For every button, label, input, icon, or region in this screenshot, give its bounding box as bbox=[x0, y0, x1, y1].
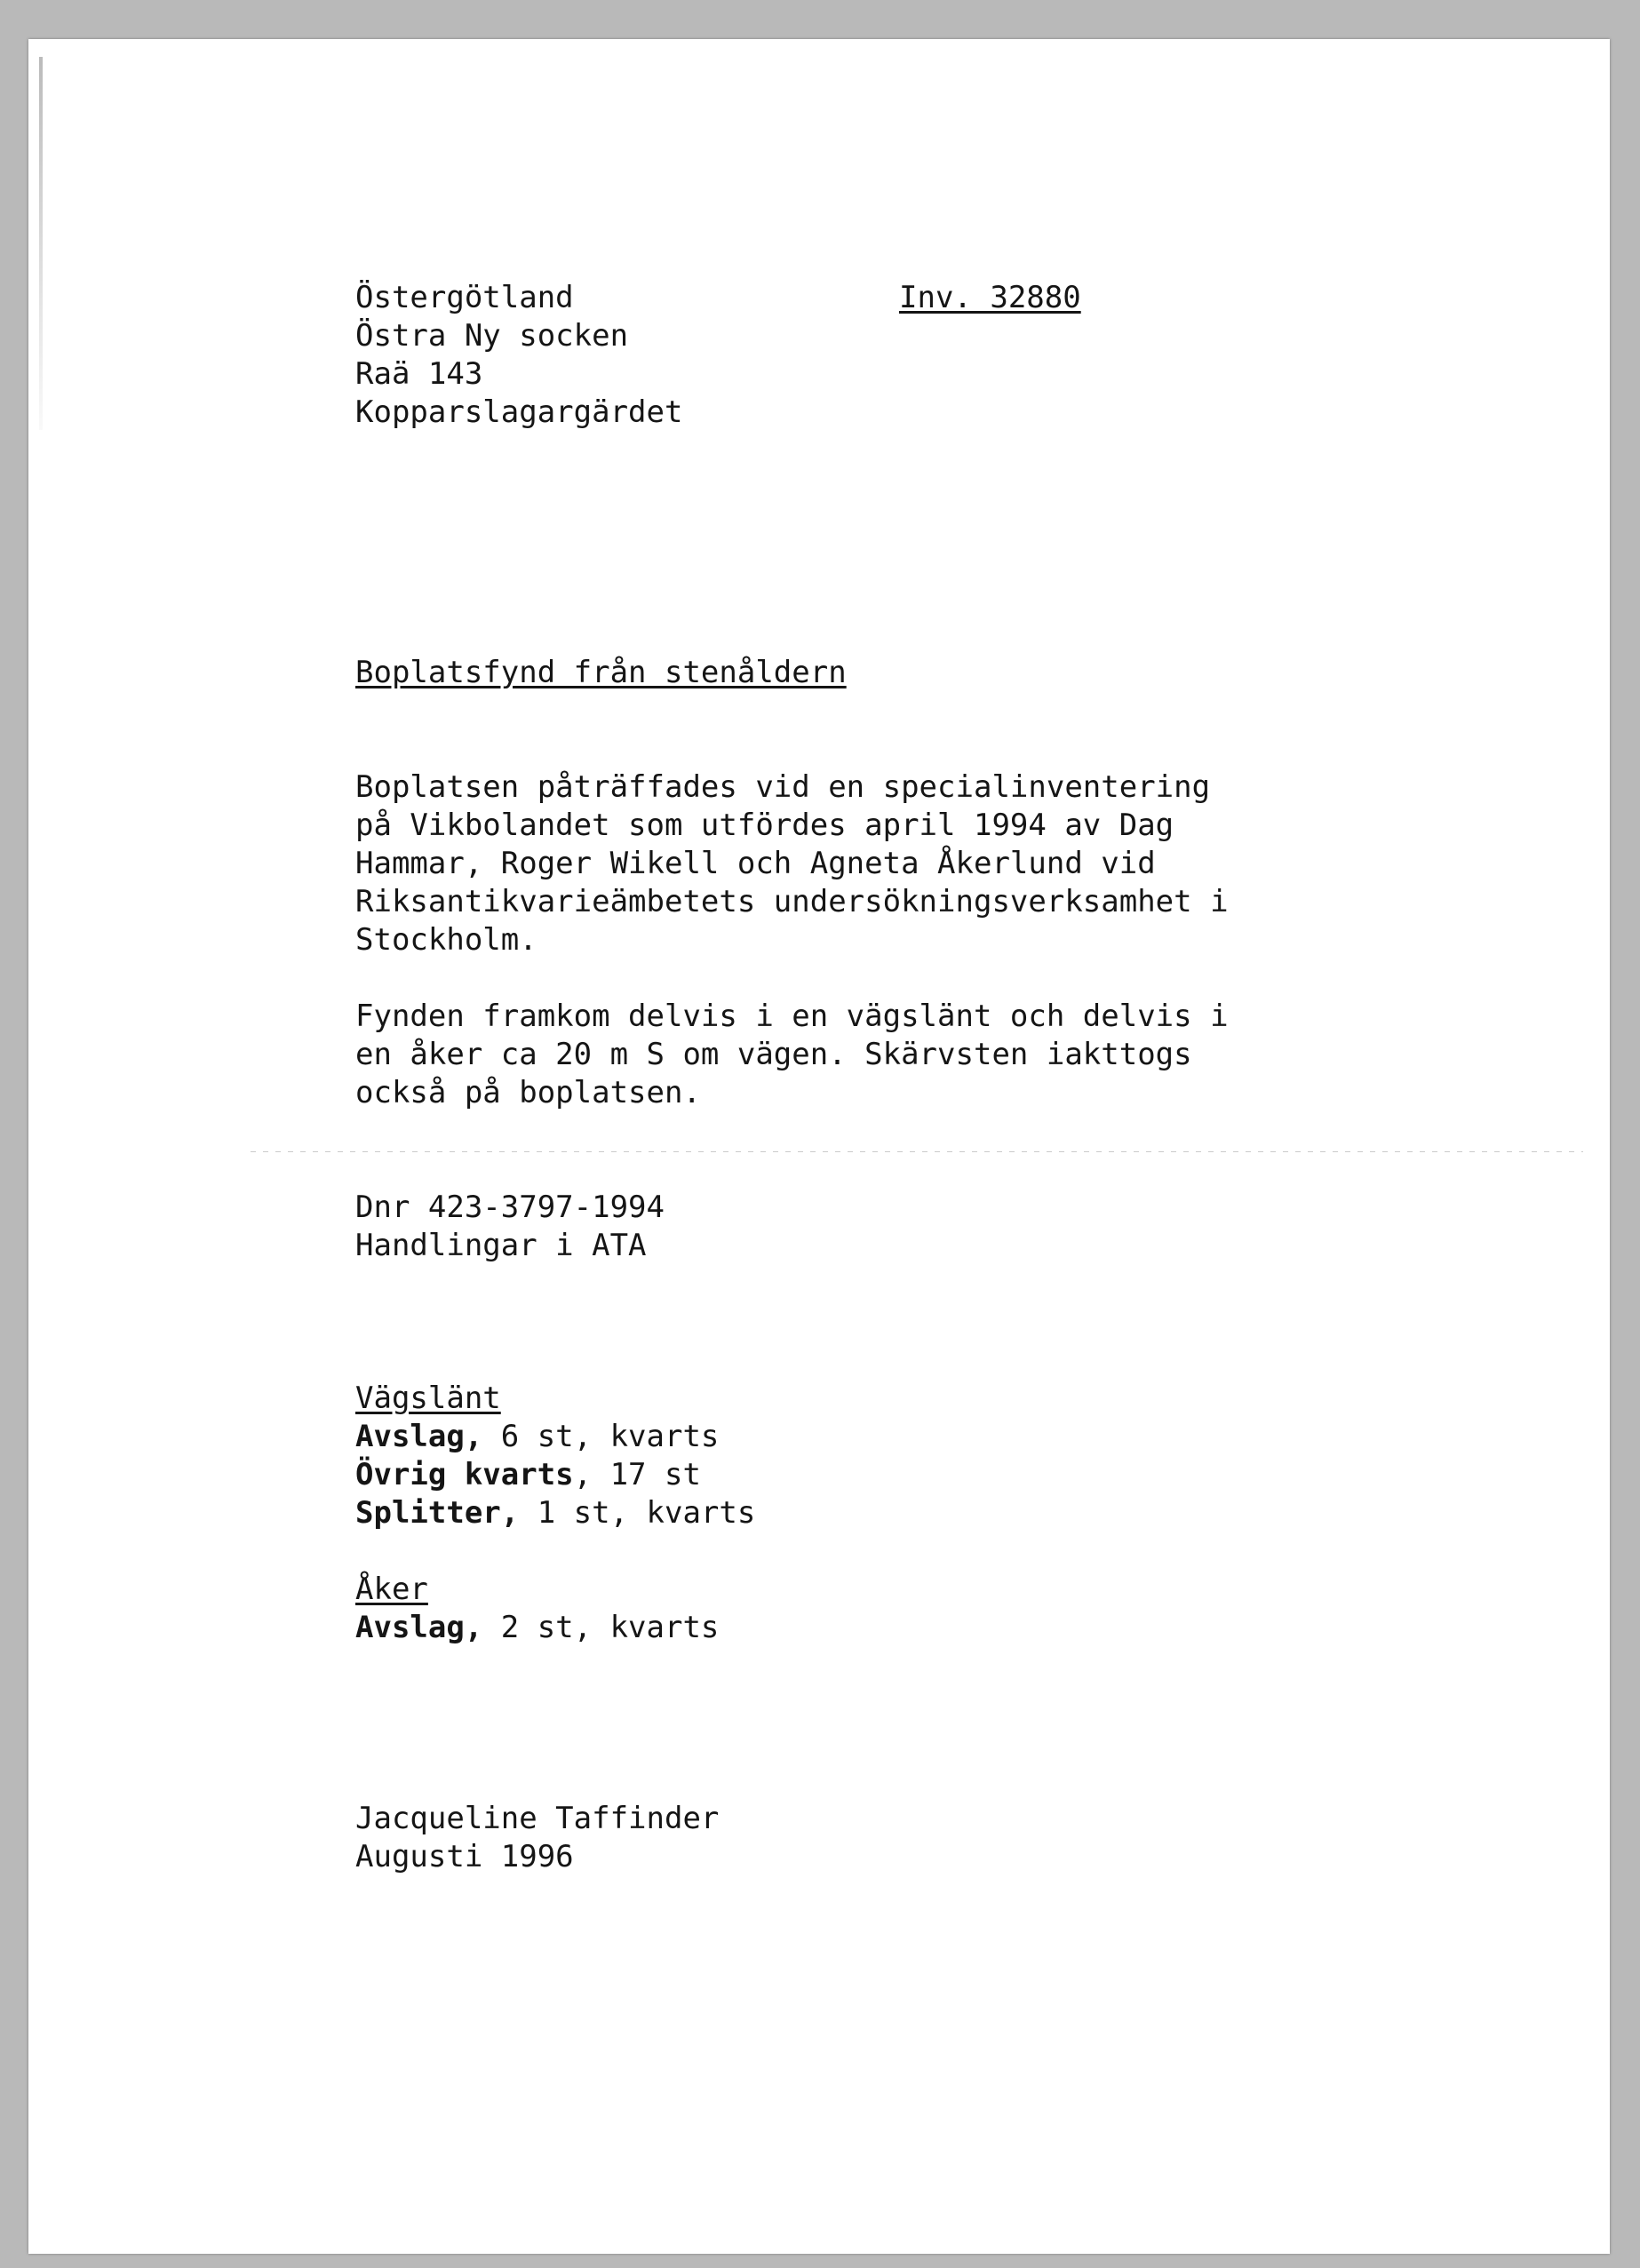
county-line: Östergötland bbox=[355, 280, 574, 315]
paragraph-line: Fynden framkom delvis i en vägslänt och delvis i bbox=[355, 999, 1229, 1034]
place-name-line: Kopparslagargärdet bbox=[355, 394, 683, 430]
find-detail: 6 st, kvarts bbox=[482, 1419, 720, 1454]
signature-block bbox=[355, 1800, 1599, 1876]
document-page bbox=[28, 39, 1610, 2254]
find-item bbox=[355, 1494, 1599, 1532]
section-heading: Åker bbox=[355, 1572, 428, 1607]
paragraph-line: också på boplatsen. bbox=[355, 1075, 701, 1110]
author-name: Jacqueline Taffinder bbox=[355, 1801, 720, 1836]
document-date: Augusti 1996 bbox=[355, 1839, 574, 1874]
paragraph-1 bbox=[355, 768, 1599, 959]
document-body bbox=[355, 279, 1599, 1876]
finds-section-aker bbox=[355, 1571, 1599, 1647]
references-block bbox=[355, 1189, 1599, 1265]
parish-line: Östra Ny socken bbox=[355, 318, 629, 354]
paragraph-line: en åker ca 20 m S om vägen. Skärvsten iakttogs bbox=[355, 1037, 1192, 1072]
find-name: Avslag, bbox=[355, 1419, 483, 1454]
find-detail: 1 st, kvarts bbox=[519, 1495, 756, 1531]
document-title: Boplatsfynd från stenåldern bbox=[355, 655, 847, 690]
inventory-number: Inv. 32880 bbox=[899, 280, 1081, 315]
find-name: Splitter, bbox=[355, 1495, 520, 1531]
paragraph-2 bbox=[355, 998, 1599, 1112]
find-name: Övrig kvarts bbox=[355, 1457, 574, 1492]
section-heading: Vägslänt bbox=[355, 1381, 501, 1416]
registration-number: Dnr 423-3797-1994 bbox=[355, 1190, 665, 1225]
raa-number-line: Raä 143 bbox=[355, 356, 483, 392]
paragraph-line: på Vikbolandet som utfördes april 1994 av Dag bbox=[355, 808, 1174, 843]
find-item bbox=[355, 1609, 1599, 1647]
find-item bbox=[355, 1418, 1599, 1456]
paragraph-line: Riksantikvarieämbetets undersökningsverksamhet i bbox=[355, 884, 1229, 919]
paragraph-line: Hammar, Roger Wikell och Agneta Åkerlund vid bbox=[355, 846, 1156, 881]
scan-edge bbox=[39, 57, 43, 430]
find-item bbox=[355, 1456, 1599, 1494]
paragraph-line: Boplatsen påträffades vid en specialinventering bbox=[355, 769, 1211, 805]
find-name: Avslag, bbox=[355, 1610, 483, 1645]
find-detail: , 17 st bbox=[573, 1457, 701, 1492]
archive-reference: Handlingar i ATA bbox=[355, 1228, 647, 1263]
header-block bbox=[355, 279, 1599, 432]
finds-section-vagslant bbox=[355, 1380, 1599, 1532]
paragraph-line: Stockholm. bbox=[355, 922, 537, 958]
find-detail: 2 st, kvarts bbox=[482, 1610, 720, 1645]
